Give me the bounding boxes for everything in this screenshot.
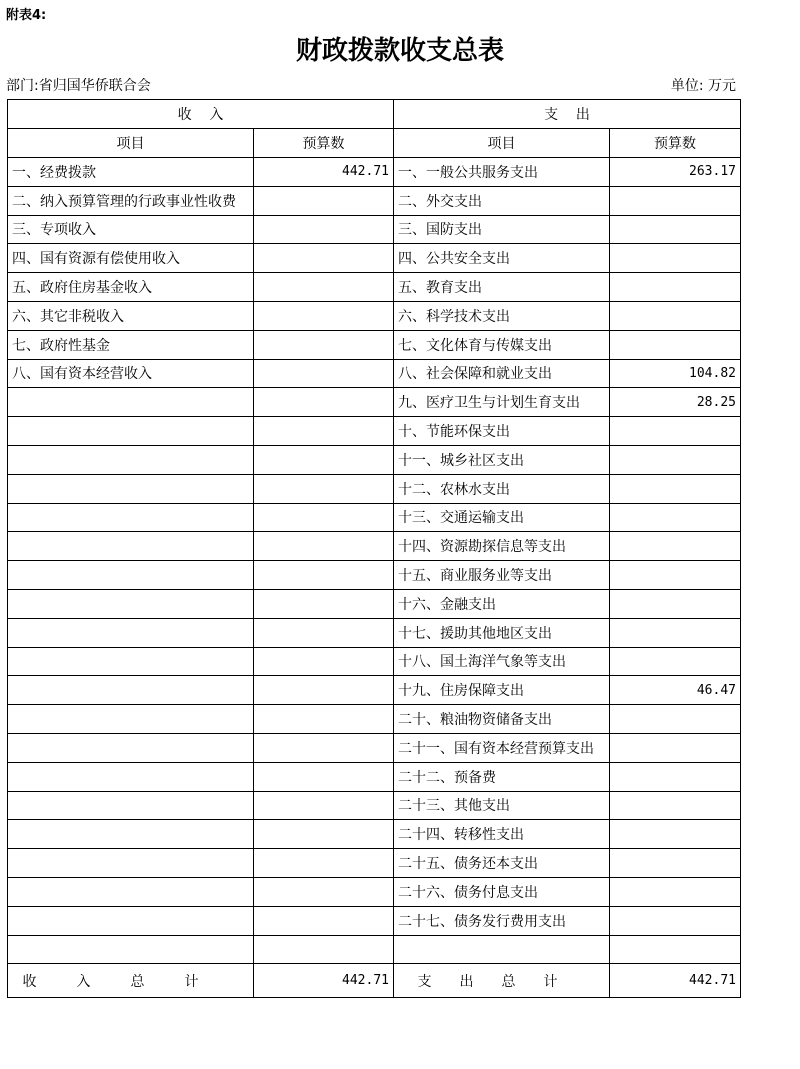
expense-item-cell: 二十一、国有资本经营预算支出 — [394, 733, 610, 762]
table-row — [8, 906, 741, 935]
income-value-cell — [254, 301, 394, 330]
income-item-cell — [8, 877, 254, 906]
income-item-cell — [8, 647, 254, 676]
expense-item-cell: 三、国防支出 — [394, 215, 610, 244]
income-value-cell — [254, 417, 394, 446]
table-row — [8, 417, 741, 446]
expense-item-cell: 八、社会保障和就业支出 — [394, 359, 610, 388]
income-total-label: 收入总计 — [8, 964, 254, 998]
expense-item-cell: 十一、城乡社区支出 — [394, 445, 610, 474]
income-budget-header: 预算数 — [254, 129, 394, 158]
income-value-cell — [254, 791, 394, 820]
income-item-header: 项目 — [8, 129, 254, 158]
expense-value-cell — [610, 215, 741, 244]
table-row — [8, 561, 741, 590]
expense-item-cell — [394, 935, 610, 964]
income-item-cell: 二、纳入预算管理的行政事业性收费 — [8, 186, 254, 215]
income-value-cell — [254, 561, 394, 590]
expense-item-cell: 十四、资源勘探信息等支出 — [394, 532, 610, 561]
expense-item-cell: 二十七、债务发行费用支出 — [394, 906, 610, 935]
department-label: 部门:省归国华侨联合会 — [6, 78, 151, 94]
expense-value-cell — [610, 877, 741, 906]
table-row — [8, 158, 741, 187]
budget-table-body — [8, 100, 741, 998]
section-header-row — [8, 100, 741, 129]
income-value-cell — [254, 705, 394, 734]
table-row — [8, 733, 741, 762]
income-item-cell — [8, 503, 254, 532]
income-item-cell: 五、政府住房基金收入 — [8, 273, 254, 302]
expense-value-cell — [610, 791, 741, 820]
table-row — [8, 215, 741, 244]
income-value-cell — [254, 474, 394, 503]
table-row — [8, 705, 741, 734]
attachment-label: 附表4: — [6, 8, 47, 23]
expense-value-cell — [610, 906, 741, 935]
expense-value-cell — [610, 301, 741, 330]
expense-value-cell — [610, 445, 741, 474]
expense-item-cell: 十、节能环保支出 — [394, 417, 610, 446]
expense-item-cell: 二、外交支出 — [394, 186, 610, 215]
expense-section-header: 支 出 — [394, 100, 741, 129]
income-value-cell — [254, 935, 394, 964]
expense-item-cell: 四、公共安全支出 — [394, 244, 610, 273]
expense-item-cell: 七、文化体育与传媒支出 — [394, 330, 610, 359]
income-item-cell — [8, 589, 254, 618]
income-value-cell — [254, 359, 394, 388]
expense-value-cell — [610, 589, 741, 618]
table-row — [8, 301, 741, 330]
table-row — [8, 503, 741, 532]
income-value-cell — [254, 906, 394, 935]
expense-item-cell: 二十二、预备费 — [394, 762, 610, 791]
expense-item-cell: 十六、金融支出 — [394, 589, 610, 618]
income-value-cell — [254, 647, 394, 676]
income-value-cell — [254, 244, 394, 273]
income-value-cell — [254, 762, 394, 791]
table-row — [8, 791, 741, 820]
income-total-value: 442.71 — [254, 964, 394, 998]
income-value-cell — [254, 733, 394, 762]
expense-item-header: 项目 — [394, 129, 610, 158]
totals-row — [8, 964, 741, 998]
expense-value-cell — [610, 474, 741, 503]
expense-value-cell — [610, 532, 741, 561]
expense-item-cell: 十八、国土海洋气象等支出 — [394, 647, 610, 676]
table-row — [8, 330, 741, 359]
table-row — [8, 388, 741, 417]
expense-item-cell: 二十三、其他支出 — [394, 791, 610, 820]
income-value-cell — [254, 388, 394, 417]
table-row — [8, 244, 741, 273]
income-item-cell — [8, 906, 254, 935]
income-value-cell — [254, 820, 394, 849]
income-item-cell — [8, 733, 254, 762]
expense-value-cell — [610, 705, 741, 734]
table-row — [8, 762, 741, 791]
income-item-cell: 七、政府性基金 — [8, 330, 254, 359]
expense-value-cell — [610, 733, 741, 762]
expense-value-cell — [610, 647, 741, 676]
page-title: 财政拨款收支总表 — [295, 36, 504, 66]
expense-item-cell: 六、科学技术支出 — [394, 301, 610, 330]
expense-value-cell — [610, 244, 741, 273]
expense-item-cell: 一、一般公共服务支出 — [394, 158, 610, 187]
income-value-cell — [254, 503, 394, 532]
expense-value-cell — [610, 849, 741, 878]
income-item-cell — [8, 561, 254, 590]
table-row — [8, 445, 741, 474]
income-value-cell — [254, 877, 394, 906]
income-item-cell: 一、经费拨款 — [8, 158, 254, 187]
income-value-cell — [254, 589, 394, 618]
income-item-cell: 四、国有资源有偿使用收入 — [8, 244, 254, 273]
expense-item-cell: 五、教育支出 — [394, 273, 610, 302]
income-section-header: 收 入 — [8, 100, 394, 129]
table-row — [8, 359, 741, 388]
table-row — [8, 935, 741, 964]
table-row — [8, 676, 741, 705]
table-row — [8, 849, 741, 878]
income-item-cell — [8, 417, 254, 446]
expense-value-cell — [610, 820, 741, 849]
income-item-cell — [8, 676, 254, 705]
table-row — [8, 273, 741, 302]
expense-value-cell — [610, 762, 741, 791]
income-value-cell — [254, 186, 394, 215]
table-row — [8, 618, 741, 647]
income-item-cell — [8, 820, 254, 849]
income-value-cell — [254, 215, 394, 244]
income-item-cell — [8, 762, 254, 791]
column-header-row — [8, 129, 741, 158]
income-item-cell — [8, 935, 254, 964]
expense-value-cell — [610, 330, 741, 359]
income-value-cell — [254, 273, 394, 302]
income-value-cell — [254, 618, 394, 647]
income-item-cell — [8, 474, 254, 503]
expense-value-cell — [610, 503, 741, 532]
expense-item-cell: 九、医疗卫生与计划生育支出 — [394, 388, 610, 417]
expense-item-cell: 十七、援助其他地区支出 — [394, 618, 610, 647]
expense-budget-header: 预算数 — [610, 129, 741, 158]
income-item-cell — [8, 532, 254, 561]
expense-value-cell — [610, 186, 741, 215]
table-row — [8, 589, 741, 618]
expense-item-cell: 十二、农林水支出 — [394, 474, 610, 503]
expense-item-cell: 二十四、转移性支出 — [394, 820, 610, 849]
income-item-cell — [8, 388, 254, 417]
table-row — [8, 820, 741, 849]
income-value-cell — [254, 676, 394, 705]
income-item-cell — [8, 791, 254, 820]
expense-item-cell: 十三、交通运输支出 — [394, 503, 610, 532]
expense-total-value: 442.71 — [610, 964, 741, 998]
income-value-cell — [254, 330, 394, 359]
income-item-cell — [8, 849, 254, 878]
income-item-cell — [8, 618, 254, 647]
income-value-cell: 442.71 — [254, 158, 394, 187]
expense-value-cell: 263.17 — [610, 158, 741, 187]
income-item-cell — [8, 445, 254, 474]
expense-total-label: 支出总计 — [394, 964, 610, 998]
table-row — [8, 647, 741, 676]
expense-value-cell: 104.82 — [610, 359, 741, 388]
income-value-cell — [254, 532, 394, 561]
expense-value-cell: 46.47 — [610, 676, 741, 705]
income-item-cell — [8, 705, 254, 734]
table-row — [8, 186, 741, 215]
income-item-cell: 三、专项收入 — [8, 215, 254, 244]
expense-item-cell: 十五、商业服务业等支出 — [394, 561, 610, 590]
table-row — [8, 877, 741, 906]
table-row — [8, 474, 741, 503]
table-row — [8, 532, 741, 561]
income-item-cell: 六、其它非税收入 — [8, 301, 254, 330]
expense-value-cell — [610, 273, 741, 302]
expense-item-cell: 二十五、债务还本支出 — [394, 849, 610, 878]
expense-value-cell — [610, 935, 741, 964]
income-value-cell — [254, 445, 394, 474]
expense-value-cell — [610, 618, 741, 647]
expense-item-cell: 二十、粮油物资储备支出 — [394, 705, 610, 734]
expense-value-cell — [610, 561, 741, 590]
expense-item-cell: 十九、住房保障支出 — [394, 676, 610, 705]
expense-value-cell: 28.25 — [610, 388, 741, 417]
expense-value-cell — [610, 417, 741, 446]
income-item-cell: 八、国有资本经营收入 — [8, 359, 254, 388]
income-value-cell — [254, 849, 394, 878]
expense-item-cell: 二十六、债务付息支出 — [394, 877, 610, 906]
unit-label: 单位: 万元 — [670, 78, 736, 94]
budget-table — [7, 99, 741, 998]
